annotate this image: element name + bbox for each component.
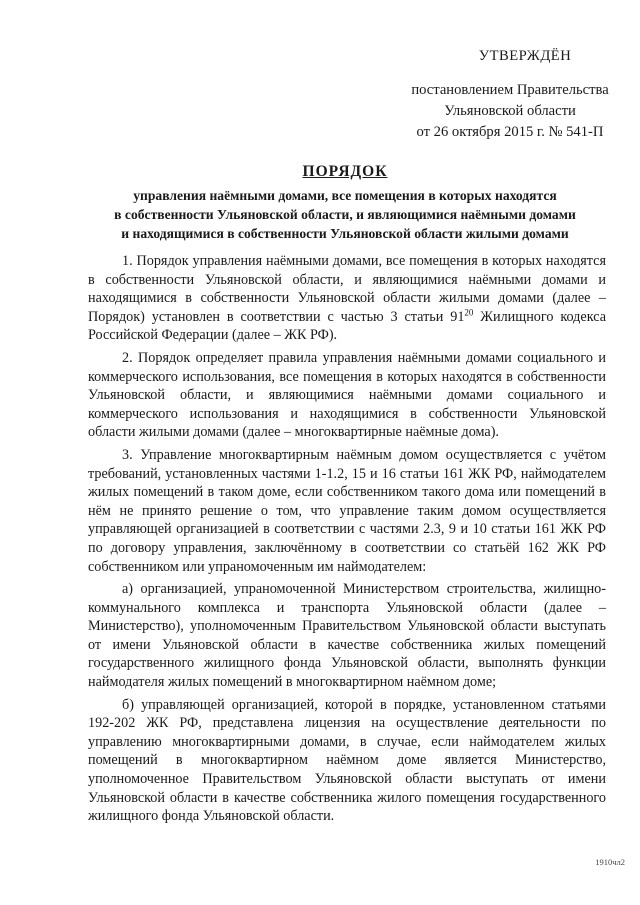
document-title: ПОРЯДОК xyxy=(302,163,388,180)
document-body xyxy=(88,252,606,830)
paragraph-1-tail: Жилищного кодекса Российской Федерации (далее – ЖК РФ). xyxy=(88,308,606,344)
document-title-block xyxy=(80,163,610,243)
approved-heading: УТВЕРЖДЁН xyxy=(478,48,572,64)
paragraph-1-text: 1. Порядок управления наёмными домами, все помещения в которых находятся в собственности Ульяновской области, и являющимися наёмными домами и находящимися в собственности Ульяновской области жилыми домами (далее – Порядок) установлен в соответствии с частью 3 статьи 91 xyxy=(88,253,606,325)
approval-line-2: Ульяновской области xyxy=(444,103,576,119)
document-subtitle-line-1: управления наёмными домами, все помещения в которых находятся xyxy=(133,188,557,203)
approval-stamp xyxy=(395,46,625,143)
paragraph-3: 3. Управление многоквартирным наёмным домом осуществляется с учётом требований, установленных частями 1-1.2, 15 и 16 статьи 161 ЖК РФ, наймодателем жилых помещений в таком доме, если собственником такого дома или помещений в нём не принято решение о том, что управление таким домом осуществляется управляющей организацией в соответствии с частями 2.3, 9 и 10 статьи 161 ЖК РФ по договору управления, заключённому в соответствии со статьёй 162 ЖК РФ собственником или упраномоченным им наймодателем: xyxy=(88,446,606,575)
paragraph-1 xyxy=(88,252,606,345)
document-subtitle-line-3: и находящимися в собственности Ульяновской области жилыми домами xyxy=(121,226,569,241)
approval-line-3: от 26 октября 2015 г. № 541-П xyxy=(416,124,604,140)
paragraph-2: 2. Порядок определяет правила управления наёмными домами социального и коммерческого использования, все помещения в которых находятся в собственности Ульяновской области, и являющимися наёмными домами социального и коммерческого использования и находящимися в собственности Ульяновской области жилыми домами (далее – многоквартирные наёмные дома). xyxy=(88,349,606,441)
approval-line-1: постановлением Правительства xyxy=(411,82,609,98)
paragraph-1-superscript: 20 xyxy=(464,307,474,318)
paragraph-3-item-a: а) организацией, упраномоченной Министерством строительства, жилищно-коммунального комплекса и транспорта Ульяновской области (далее – Министерство), уполномоченным Правительством Ульяновской области выступать от имени Ульяновской области в качестве собственника жилых помещений государственного жилищного фонда Ульяновской области, выполнять функции наймодателя жилых помещений в многоквартирном наёмном доме; xyxy=(88,581,606,691)
document-subtitle-line-2: в собственности Ульяновской области, и являющимися наёмными домами xyxy=(114,207,576,222)
paragraph-3-item-b: б) управляющей организацией, которой в порядке, установленном статьями 192-202 ЖК РФ, представлена лицензия на осуществление деятельности по управлению многоквартирными домами, в случае, если наймодателем жилых помещений в многоквартирном наёмном доме является Министерство, уполномоченное Правительством Ульяновской области выступать от имени Ульяновской области в качестве собственника жилого помещения государственного жилищного фонда Ульяновской области. xyxy=(88,696,606,825)
footer-code: 1910чл2 xyxy=(595,857,625,867)
